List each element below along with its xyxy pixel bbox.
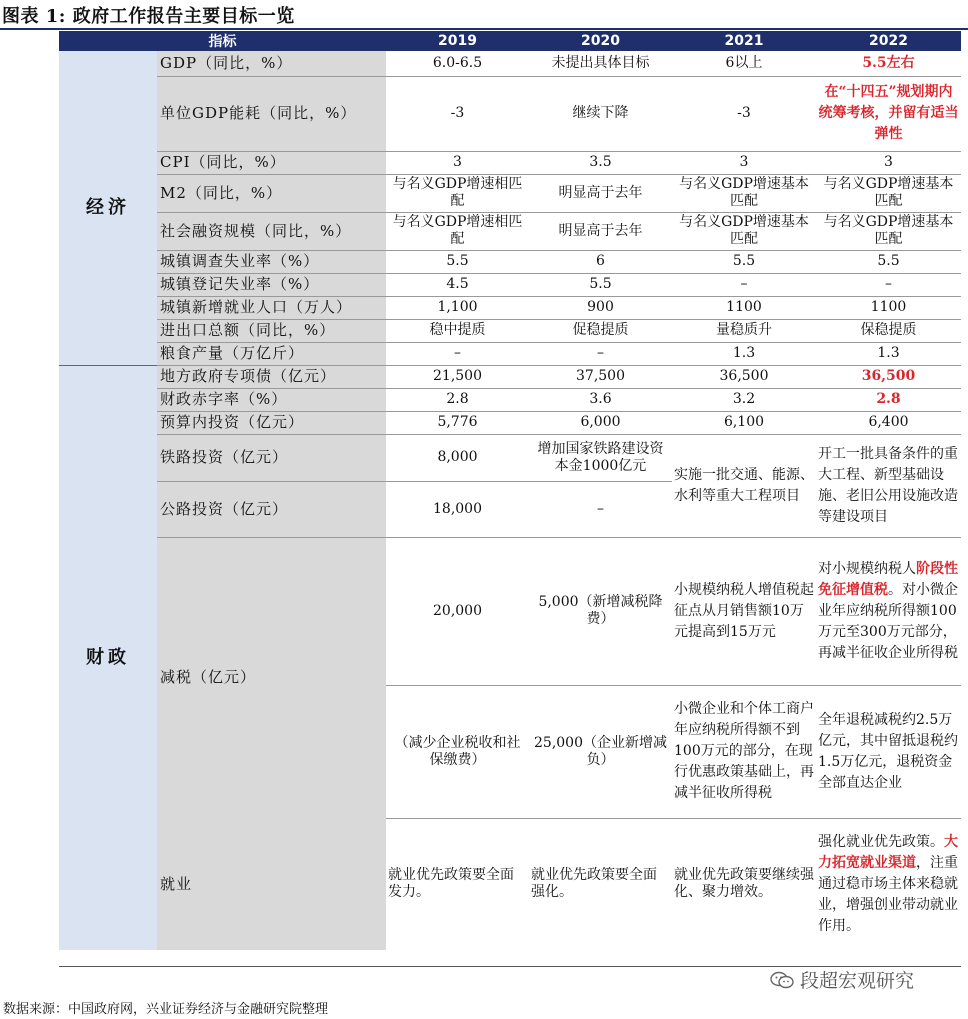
wechat-icon bbox=[770, 971, 794, 989]
watermark-text: 段超宏观研究 bbox=[800, 970, 915, 992]
row-label: 单位GDP能耗（同比，%） bbox=[157, 76, 386, 151]
cell: – bbox=[672, 273, 816, 296]
cell: -3 bbox=[672, 76, 816, 151]
cell: 小规模纳税人增值税起征点从月销售额10万元提高到15万元 bbox=[674, 581, 814, 640]
text-segment: 强化就业优先政策。 bbox=[818, 833, 944, 850]
cell: 与名义GDP增速基本匹配 bbox=[816, 174, 961, 212]
cell: -3 bbox=[386, 76, 529, 151]
cell: 小微企业和个体工商户年应纳税所得额不到100万元的部分，在现行优惠政策基础上，再减半征收所得税 bbox=[672, 685, 816, 818]
row-label: 城镇调查失业率（%） bbox=[157, 250, 386, 273]
cell: 1.3 bbox=[672, 342, 816, 365]
cell: 与名义GDP增速基本匹配 bbox=[672, 174, 816, 212]
cell: 与名义GDP增速相匹配 bbox=[386, 174, 529, 212]
cell: 5.5 bbox=[816, 250, 961, 273]
cell-highlight: 5.5左右 bbox=[816, 51, 961, 76]
cell: 就业优先政策要全面强化。 bbox=[531, 867, 657, 901]
row-label: 公路投资（亿元） bbox=[157, 481, 386, 537]
row-label: 粮食产量（万亿斤） bbox=[157, 342, 386, 365]
row-label: 铁路投资（亿元） bbox=[157, 434, 386, 481]
cell: 明显高于去年 bbox=[529, 212, 672, 250]
cell: 25,000（企业新增减负） bbox=[529, 685, 672, 818]
cell: 6,000 bbox=[529, 411, 672, 434]
page-title: 图表 1: 政府工作报告主要目标一览 bbox=[2, 6, 295, 27]
cell: 开工一批具备条件的重大工程、新型基础设施、老旧公用设施改造等建设项目 bbox=[816, 434, 961, 537]
cell: 1.3 bbox=[816, 342, 961, 365]
cell: 6,100 bbox=[672, 411, 816, 434]
cell: 1100 bbox=[816, 296, 961, 319]
watermark bbox=[770, 966, 914, 993]
row-label: 城镇登记失业率（%） bbox=[157, 273, 386, 296]
cell: 1100 bbox=[672, 296, 816, 319]
cell: 量稳质升 bbox=[672, 319, 816, 342]
cell: 6.0-6.5 bbox=[386, 51, 529, 76]
text-segment: ，注重通过稳市场主体来稳就业，增强创业带动就业作用。 bbox=[818, 854, 958, 934]
cell: 与名义GDP增速基本匹配 bbox=[672, 212, 816, 250]
category-fiscal: 财政 bbox=[59, 365, 157, 950]
cell bbox=[816, 537, 961, 685]
table-row bbox=[59, 818, 961, 950]
cell: 实施一批交通、能源、水利等重大工程项目 bbox=[672, 434, 816, 537]
table-row bbox=[59, 319, 961, 342]
cell: 5.5 bbox=[672, 250, 816, 273]
cell: 就业优先政策要继续强化、聚力增效。 bbox=[674, 867, 814, 901]
header-2022: 2022 bbox=[816, 31, 961, 51]
row-label: 城镇新增就业人口（万人） bbox=[157, 296, 386, 319]
cell: 3.2 bbox=[672, 388, 816, 411]
cell-highlight: 在“十四五”规划期内统筹考核，并留有适当弹性 bbox=[816, 76, 961, 151]
table-row bbox=[59, 388, 961, 411]
cell-highlight: 36,500 bbox=[816, 365, 961, 388]
text-segment: 对小规模纳税人 bbox=[818, 560, 916, 577]
cell: 继续下降 bbox=[529, 76, 672, 151]
table-row bbox=[59, 411, 961, 434]
table-row bbox=[59, 212, 961, 250]
cell: 3.5 bbox=[529, 151, 672, 174]
cell: 明显高于去年 bbox=[529, 174, 672, 212]
row-label: 社会融资规模（同比，%） bbox=[157, 212, 386, 250]
row-label: 进出口总额（同比，%） bbox=[157, 319, 386, 342]
text-highlight: 大力拓宽就业渠道 bbox=[818, 833, 958, 871]
table-row bbox=[59, 342, 961, 365]
cell: 全年退税减税约2.5万亿元，其中留抵退税约1.5万亿元，退税资金全部直达企业 bbox=[816, 685, 961, 818]
cell: 3 bbox=[816, 151, 961, 174]
table-row bbox=[59, 151, 961, 174]
cell: 增加国家铁路建设资本金1000亿元 bbox=[529, 434, 672, 481]
row-label: 财政赤字率（%） bbox=[157, 388, 386, 411]
cell: 21,500 bbox=[386, 365, 529, 388]
cell: 促稳提质 bbox=[529, 319, 672, 342]
row-label: 减税（亿元） bbox=[157, 537, 386, 818]
cell: 5,776 bbox=[386, 411, 529, 434]
title-divider bbox=[0, 28, 968, 30]
cell: 未提出具体目标 bbox=[529, 51, 672, 76]
cell: （减少企业税收和社保缴费） bbox=[386, 685, 529, 818]
cell: 1,100 bbox=[386, 296, 529, 319]
cell: – bbox=[386, 342, 529, 365]
cell-highlight: 2.8 bbox=[816, 388, 961, 411]
table-row bbox=[59, 537, 961, 685]
header-2020: 2020 bbox=[529, 31, 672, 51]
targets-table bbox=[59, 31, 961, 950]
cell: 6,400 bbox=[816, 411, 961, 434]
row-label: 地方政府专项债（亿元） bbox=[157, 365, 386, 388]
cell: 与名义GDP增速相匹配 bbox=[386, 212, 529, 250]
cell: 6以上 bbox=[672, 51, 816, 76]
cell: – bbox=[529, 481, 672, 537]
cell: 与名义GDP增速基本匹配 bbox=[816, 212, 961, 250]
header-2019: 2019 bbox=[386, 31, 529, 51]
table-row bbox=[59, 250, 961, 273]
cell: 3 bbox=[386, 151, 529, 174]
cell: 3 bbox=[672, 151, 816, 174]
cell: 2.8 bbox=[386, 388, 529, 411]
cell: – bbox=[816, 273, 961, 296]
table-row bbox=[59, 174, 961, 212]
cell: 保稳提质 bbox=[816, 319, 961, 342]
row-label: CPI（同比，%） bbox=[157, 151, 386, 174]
table-row bbox=[59, 51, 961, 76]
cell: 900 bbox=[529, 296, 672, 319]
text-highlight: 阶段性免征增值税 bbox=[818, 560, 958, 598]
cell: 5.5 bbox=[529, 273, 672, 296]
row-label: M2（同比，%） bbox=[157, 174, 386, 212]
cell: 稳中提质 bbox=[386, 319, 529, 342]
cell: 8,000 bbox=[386, 434, 529, 481]
table-header-row bbox=[59, 31, 961, 51]
cell: 18,000 bbox=[386, 481, 529, 537]
table-row bbox=[59, 76, 961, 151]
cell: – bbox=[529, 342, 672, 365]
table-row bbox=[59, 434, 961, 481]
cell: 6 bbox=[529, 250, 672, 273]
cell: 3.6 bbox=[529, 388, 672, 411]
cell: 20,000 bbox=[433, 602, 482, 619]
cell: 5,000（新增减税降费） bbox=[538, 594, 663, 627]
cell: 37,500 bbox=[529, 365, 672, 388]
cell: 36,500 bbox=[672, 365, 816, 388]
cell: 就业优先政策要全面发力。 bbox=[388, 867, 514, 901]
row-label: 就业 bbox=[157, 818, 386, 950]
source-note: 数据来源：中国政府网，兴业证券经济与金融研究院整理 bbox=[3, 1002, 329, 1017]
header-2021: 2021 bbox=[672, 31, 816, 51]
cell: 5.5 bbox=[386, 250, 529, 273]
row-label: 预算内投资（亿元） bbox=[157, 411, 386, 434]
header-indicator: 指标 bbox=[59, 31, 386, 51]
cell: 4.5 bbox=[386, 273, 529, 296]
table-row bbox=[59, 296, 961, 319]
row-label: GDP（同比，%） bbox=[157, 51, 386, 76]
table-row bbox=[59, 365, 961, 388]
category-economy: 经济 bbox=[59, 51, 157, 365]
cell bbox=[816, 818, 961, 950]
table-row bbox=[59, 273, 961, 296]
text-segment: 。对小微企业年应纳税所得额100万元至300万元部分，再减半征收企业所得税 bbox=[818, 581, 958, 661]
